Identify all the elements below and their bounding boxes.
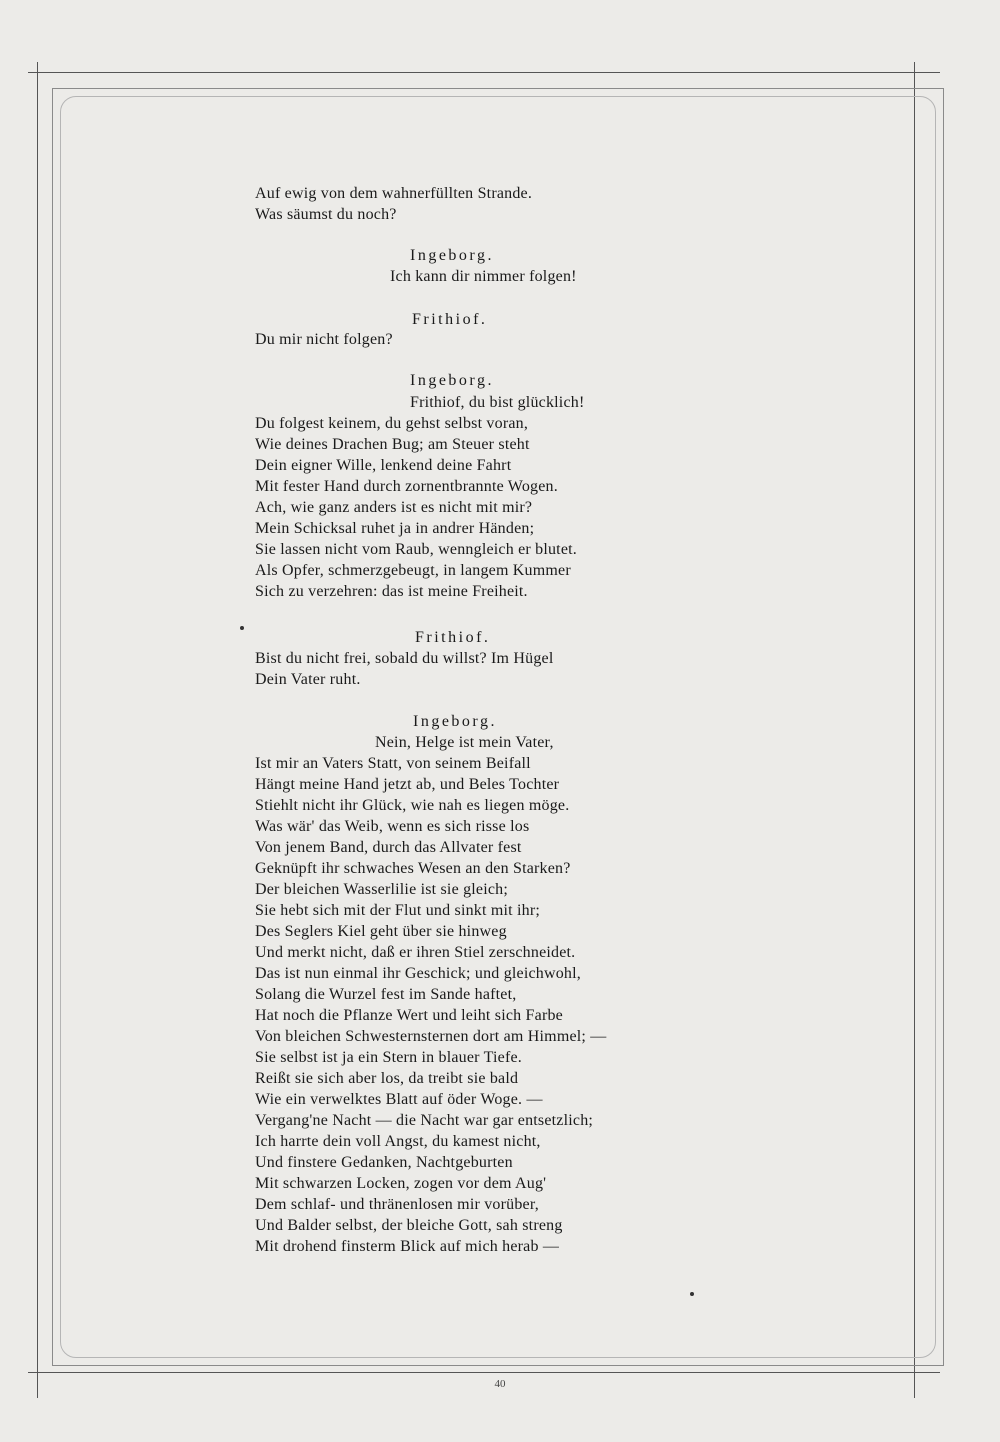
verse-line: Von bleichen Schwesternsternen dort am Himmel; — (255, 1028, 607, 1045)
speaker-name: Ingeborg. (410, 247, 494, 264)
verse-line: Dein eigner Wille, lenkend deine Fahrt (255, 457, 512, 474)
verse-line: Mit schwarzen Locken, zogen vor dem Aug' (255, 1175, 547, 1192)
verse-line: Des Seglers Kiel geht über sie hinweg (255, 923, 507, 940)
verse-line: Dein Vater ruht. (255, 671, 361, 688)
verse-line: Sie hebt sich mit der Flut und sinkt mit ihr; (255, 902, 540, 919)
verse-line: Hängt meine Hand jetzt ab, und Beles Tochter (255, 776, 560, 793)
verse-line: Stiehlt nicht ihr Glück, wie nah es liegen möge. (255, 797, 570, 814)
verse-line: Solang die Wurzel fest im Sande haftet, (255, 986, 517, 1003)
verse-line: Reißt sie sich aber los, da treibt sie bald (255, 1070, 519, 1087)
verse-line: Und Balder selbst, der bleiche Gott, sah streng (255, 1217, 563, 1234)
verse-line: Wie ein verwelktes Blatt auf öder Woge. — (255, 1091, 543, 1108)
verse-line: Ich kann dir nimmer folgen! (390, 268, 577, 285)
verse-line: Ich harrte dein voll Angst, du kamest nicht, (255, 1133, 541, 1150)
verse-line: Sie selbst ist ja ein Stern in blauer Tiefe. (255, 1049, 522, 1066)
verse-line: Hat noch die Pflanze Wert und leiht sich Farbe (255, 1007, 563, 1024)
verse-line: Auf ewig von dem wahnerfüllten Strande. (255, 185, 533, 202)
verse-line: Wie deines Drachen Bug; am Steuer steht (255, 436, 530, 453)
verse-line: Frithiof, du bist glücklich! (410, 394, 585, 411)
verse-line: Und finstere Gedanken, Nachtgeburten (255, 1154, 513, 1171)
verse-line: Der bleichen Wasserlilie ist sie gleich; (255, 881, 509, 898)
verse-line: Was wär' das Weib, wenn es sich risse los (255, 818, 530, 835)
verse-line: Dem schlaf- und thränenlosen mir vorüber, (255, 1196, 539, 1213)
verse-line: Sich zu verzehren: das ist meine Freiheit. (255, 583, 528, 600)
verse-line: Geknüpft ihr schwaches Wesen an den Starken? (255, 860, 571, 877)
verse-line: Mit fester Hand durch zornentbrannte Wogen. (255, 478, 558, 495)
top-rule (28, 72, 940, 73)
verse-line: Von jenem Band, durch das Allvater fest (255, 839, 522, 856)
ink-speck (690, 1292, 694, 1296)
verse-line: Nein, Helge ist mein Vater, (375, 734, 554, 751)
verse-line: Du mir nicht folgen? (255, 331, 393, 348)
verse-line: Ist mir an Vaters Statt, von seinem Beifall (255, 755, 531, 772)
verse-line: Sie lassen nicht vom Raub, wenngleich er blutet. (255, 541, 577, 558)
verse-line: Bist du nicht frei, sobald du willst? Im Hügel (255, 650, 554, 667)
speaker-name: Frithiof. (415, 629, 491, 646)
speaker-name: Ingeborg. (413, 713, 497, 730)
speaker-name: Frithiof. (412, 311, 488, 328)
speaker-name: Ingeborg. (410, 372, 494, 389)
verse-line: Was säumst du noch? (255, 206, 397, 223)
verse-line: Ach, wie ganz anders ist es nicht mit mir? (255, 499, 533, 516)
verse-line: Vergang'ne Nacht — die Nacht war gar entsetzlich; (255, 1112, 594, 1129)
verse-line: Das ist nun einmal ihr Geschick; und gleichwohl, (255, 965, 581, 982)
verse-line: Mein Schicksal ruhet ja in andrer Händen; (255, 520, 535, 537)
verse-line: Als Opfer, schmerzgebeugt, in langem Kummer (255, 562, 571, 579)
left-rule (37, 62, 38, 1398)
verse-line: Du folgest keinem, du gehst selbst voran, (255, 415, 529, 432)
page-number: 40 (494, 1378, 506, 1390)
verse-line: Und merkt nicht, daß er ihren Stiel zerschneidet. (255, 944, 576, 961)
ink-speck (240, 626, 244, 630)
verse-line: Mit drohend finsterm Blick auf mich herab — (255, 1238, 560, 1255)
bottom-rule (28, 1372, 940, 1373)
